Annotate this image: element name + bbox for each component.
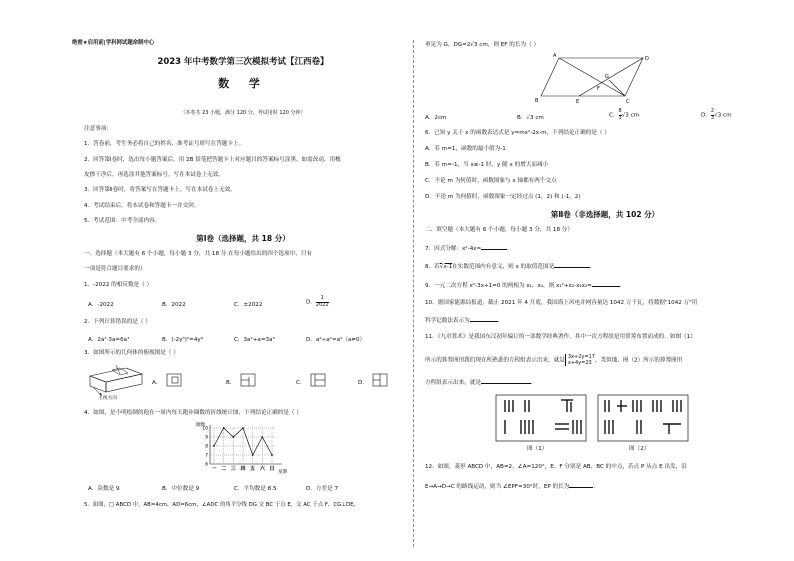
chart-data-point bbox=[213, 445, 215, 447]
q3-option-d[interactable] bbox=[358, 378, 368, 386]
note-4: 4．考试结束后，将本试卷和答题卡一并交回。 bbox=[84, 203, 200, 209]
q3-stem: 3．如图所示的几何体的俯视图是（ ） bbox=[84, 350, 179, 356]
fig5-label-b: B bbox=[535, 98, 539, 104]
q5-option-c-label: C． bbox=[609, 112, 619, 119]
q11-line2 bbox=[425, 354, 682, 366]
q8-text: 在实数范围内有意义，则 x 的取值范围是 bbox=[452, 264, 555, 270]
q3-option-c[interactable] bbox=[296, 378, 306, 386]
q5-stem: 5．如图，□ ABCD 中，AB=4cm，AD=6cm，∠ADC 的角平分线 DG 交 BC 于点 E，交 AC 于点 F，CG⊥DE， bbox=[84, 502, 359, 508]
q1-d-numerator: 1 bbox=[316, 296, 329, 303]
q4-option-b[interactable]: B．中位数是 9 bbox=[162, 486, 200, 492]
q5-option-d-label: D． bbox=[701, 112, 711, 119]
exam-title: 2023 年中考数学第三次模拟考试【江西卷】 bbox=[157, 57, 329, 67]
q3-option-d-label: D． bbox=[358, 380, 368, 386]
q5-stem-cont: 垂足为 G，DG=2√3 cm，则 EF 的长为（ ） bbox=[425, 42, 540, 48]
q1-option-a[interactable]: A．-2022 bbox=[88, 302, 114, 308]
q11-line1: 11．《九章算术》是我国东汉初年编订的一部数学经典著作，其中一次方程组是用算筹布置而成的．如图（1） bbox=[425, 334, 696, 340]
chart-y-ticks bbox=[202, 426, 208, 468]
q11-equation-system bbox=[565, 354, 595, 366]
chart-x-tick-label: 三 bbox=[230, 466, 236, 472]
q1-option-b[interactable]: B．2022 bbox=[162, 302, 186, 308]
q4-stem: 4．如图，是小明绘制的他在一周内每天跑步圈数的折线统计图，下列结论正确的是（ ） bbox=[84, 410, 302, 416]
q4-line-chart bbox=[194, 420, 294, 476]
section1-intro-cont: 一项是符合题目要求的） bbox=[84, 266, 146, 272]
q5-parallelogram-figure bbox=[533, 52, 653, 108]
q3-option-b[interactable] bbox=[226, 378, 235, 386]
q3-option-d-shape bbox=[372, 373, 388, 387]
q9-answer-blank[interactable] bbox=[592, 281, 620, 287]
q7-text: 7．因式分解：x²-4x= bbox=[425, 246, 482, 252]
q4-option-a[interactable]: A．众数是 9 bbox=[88, 486, 120, 492]
q11-text-end: 方程组表示出来，就是 bbox=[425, 380, 481, 386]
fig5-label-f: F bbox=[597, 86, 600, 92]
q2-option-d[interactable]: D．a⁶÷a²=a⁴（a≠0） bbox=[306, 337, 366, 343]
fig5-label-c: C bbox=[626, 99, 630, 105]
q11-equation-1: 3x+2y=17 bbox=[567, 354, 595, 360]
q10-text: 科学记数法表示为 bbox=[425, 318, 470, 324]
q4-option-c[interactable]: C．平均数是 8.5 bbox=[234, 486, 277, 492]
chart-y-tick-label: 6 bbox=[205, 462, 208, 468]
q6-stem: 6．已知 y 关于 x 的函数表达式是 y=mx²-2x-m，下列结论正确的是（ ） bbox=[425, 130, 610, 136]
q8: 8．若√x-1在实数范围内有意义，则 x 的取值范围是 ． bbox=[425, 264, 596, 270]
q11-equation-2: x+4y=23 bbox=[567, 360, 592, 366]
note-5: 5．考试范围：中考全部内容。 bbox=[84, 218, 161, 224]
chart-y-tick-label: 7 bbox=[205, 453, 208, 459]
q3-option-c-label: C． bbox=[296, 380, 306, 386]
note-1: 1．答卷前，考生务必将自己的姓名、准考证号填写在答题卡上。 bbox=[84, 141, 245, 147]
q9-text: 9．一元二次方程 x²-3x+1=0 的两根为 x₁，x₂，则 x₁²+x₂-x₁x₂= bbox=[425, 283, 592, 289]
q2-option-a[interactable]: A．2a²·3a=6a³ bbox=[88, 337, 130, 343]
q5-option-c-suffix: √3 cm bbox=[621, 112, 640, 119]
q1-option-d-label: D． bbox=[306, 299, 316, 306]
fig5-label-e: E bbox=[576, 99, 580, 105]
q5-option-d[interactable] bbox=[701, 109, 732, 121]
q11-text-cont: ，类似地，图（2）所示的算筹图用 bbox=[594, 357, 683, 364]
subject-title: 数 学 bbox=[218, 77, 268, 90]
chart-xlabel: 星期 bbox=[278, 470, 288, 475]
exam-info: （本卷共 23 小题，满分 120 分，考试用时 120 分钟） bbox=[180, 110, 306, 116]
chart-x-tick-label: 日 bbox=[269, 466, 275, 472]
q5-option-d-suffix: √3 cm bbox=[714, 112, 732, 119]
chart-data-point bbox=[242, 427, 244, 429]
column-divider bbox=[413, 40, 414, 547]
note-2-cont: 皮擦干净后，再选涂其他答案标号。写在本试卷上无效。 bbox=[84, 172, 224, 178]
q3-option-b-label: B． bbox=[226, 380, 236, 386]
q12-answer-blank[interactable] bbox=[569, 482, 593, 488]
q1-stem: 1．-2022 的相反数是（ ） bbox=[84, 282, 153, 288]
chart-data-point bbox=[232, 436, 234, 438]
q2-option-c[interactable]: C．3a²+a=3a³ bbox=[234, 337, 275, 343]
q3-option-a-shape bbox=[166, 373, 182, 387]
part2-title: 第Ⅱ卷（非选择题，共 102 分） bbox=[550, 210, 660, 219]
chart-x-tick-label: 二 bbox=[221, 466, 227, 472]
fig5-label-d: D bbox=[645, 56, 649, 62]
q3-view-caption: 主视方向 bbox=[98, 396, 118, 401]
fig5-label-a: A bbox=[553, 53, 557, 59]
q6-option-a[interactable]: A．若 m=1，函数的最小值为-1 bbox=[425, 146, 506, 152]
chart-x-ticks bbox=[211, 465, 274, 472]
q8-answer-blank[interactable] bbox=[554, 262, 590, 268]
q1-d-denominator: 2022 bbox=[315, 301, 329, 308]
q3-option-c-shape bbox=[310, 373, 326, 387]
chart-data-point bbox=[223, 427, 225, 429]
chart-ylabel: 圈数 bbox=[196, 423, 206, 428]
q5-option-b[interactable]: B．√3 cm bbox=[517, 115, 544, 121]
part1-title: 第Ⅰ卷（选择题，共 18 分） bbox=[196, 234, 290, 243]
fig5-label-g: G bbox=[605, 74, 609, 80]
right-column bbox=[425, 0, 785, 561]
q2-option-b[interactable]: B．(-2y³)²=4y⁶ bbox=[162, 337, 203, 343]
q1-option-c[interactable]: C．±2022 bbox=[234, 302, 263, 308]
q5-c-denominator: 3 bbox=[618, 114, 622, 121]
chart-x-tick-label: 一 bbox=[211, 466, 217, 472]
left-column bbox=[72, 0, 408, 561]
q6-option-d[interactable]: D．不论 m 为何值时，函数图象一定经过点 (1，2) 和 (-1，2) bbox=[425, 194, 581, 200]
chart-data-point bbox=[271, 454, 273, 456]
q9: 9．一元二次方程 x²-3x+1=0 的两根为 x₁，x₂，则 x₁²+x₂-x₁x₂= ． bbox=[425, 283, 626, 289]
q11-text: 所示的算筹图用我们现在所熟悉的方程组表示出来，就是 bbox=[425, 357, 565, 364]
q5-option-c[interactable] bbox=[609, 109, 639, 121]
q3-option-a-label: A． bbox=[152, 380, 162, 386]
q3-option-b-shape bbox=[240, 373, 256, 387]
q6-option-c[interactable]: C．不论 m 为何值时，函数图象与 x 轴都有两个交点 bbox=[425, 178, 557, 184]
chart-x-tick-label: 五 bbox=[250, 466, 256, 472]
note-2: 2．回答第Ⅰ卷时，选出每小题答案后，用 2B 铅笔把答题卡上对应题目的答案标号涂黑。如需改动，用橡 bbox=[84, 157, 341, 163]
chart-y-tick-label: 8 bbox=[205, 444, 208, 450]
q1-option-d-fraction bbox=[316, 296, 329, 308]
counting-rod-figure-2 bbox=[597, 394, 689, 442]
q5-c-numerator: 8 bbox=[618, 108, 622, 114]
q12-line1: 12．如图，菱形 ABCD 中，AB=2，∠A=120°，E、F 分别是 AB、BC 的中点，若点 P 从点 E 出发，沿 bbox=[425, 464, 687, 470]
chart-data-point bbox=[252, 454, 254, 456]
q11-line3: 方程组表示出来，就是 ． bbox=[425, 380, 537, 386]
counting-rod-figure-1 bbox=[495, 394, 587, 442]
q5-d-numerator: 2 bbox=[710, 108, 715, 114]
chart-y-tick-label: 9 bbox=[205, 435, 208, 441]
q10-line2: 科学记数法表示为 ． bbox=[425, 318, 504, 324]
section2-intro: 二、填空题（本大题有 6 个小题，每小题 3 分，共 18 分） bbox=[425, 227, 573, 233]
q7-answer-blank[interactable] bbox=[481, 244, 507, 250]
q12-line2: E→A→D→C 的路线运动，则当 ∠EPF=30°时，EP 的长为 ． bbox=[425, 484, 599, 490]
fig2-caption: 图（2） bbox=[629, 446, 650, 452]
q2-stem: 2．下列计算错误的是（ ） bbox=[84, 319, 151, 325]
q8-prefix: 8．若 bbox=[425, 264, 440, 270]
q10-line1: 10．据国家能源局报道，截止 2021 年 4 月底，我国海上风电并网容量达 1042 万千瓦，将数据"1042 万"用 bbox=[425, 300, 698, 306]
q12-text: E→A→D→C 的路线运动，则当 ∠EPF=30°时，EP 的长为 bbox=[425, 484, 570, 490]
chart-y-tick-label: 10 bbox=[202, 426, 208, 432]
q1-option-d[interactable] bbox=[306, 296, 329, 308]
notes-heading: 注意事项： bbox=[84, 126, 112, 132]
chart-grid bbox=[210, 425, 282, 464]
chart-x-tick-label: 六 bbox=[259, 466, 265, 472]
q7: 7．因式分解：x²-4x= ． bbox=[425, 246, 513, 252]
q8-sqrt-expression: √x-1 bbox=[439, 264, 453, 270]
q4-option-d[interactable]: D．方差是 7 bbox=[306, 486, 339, 492]
fig1-caption: 图（1） bbox=[527, 446, 548, 452]
note-3: 3．回答第Ⅱ卷时，将答案写在答题卡上。写在本试卷上无效。 bbox=[84, 187, 236, 193]
q6-option-b[interactable]: B．若 m=-1，当 x≤-1 时，y 随 x 的增大而减小 bbox=[425, 162, 549, 168]
q3-solid-figure bbox=[86, 362, 146, 398]
q10-answer-blank[interactable] bbox=[470, 316, 498, 322]
section1-intro: 一、选择题（本大题有 6 个小题，每小题 3 分，共 18 分.在每小题给出的四个选项中，只有 bbox=[84, 251, 313, 257]
q11-answer-blank[interactable] bbox=[481, 378, 531, 384]
chart-x-tick-label: 四 bbox=[240, 466, 246, 472]
watermark: 绝密★启用前|学科网试题命制中心 bbox=[72, 40, 155, 46]
q5-d-denominator: 3 bbox=[710, 114, 715, 121]
q5-option-a[interactable]: A．2cm bbox=[425, 115, 447, 121]
chart-data-point bbox=[261, 436, 263, 438]
q3-option-a[interactable] bbox=[152, 378, 161, 386]
